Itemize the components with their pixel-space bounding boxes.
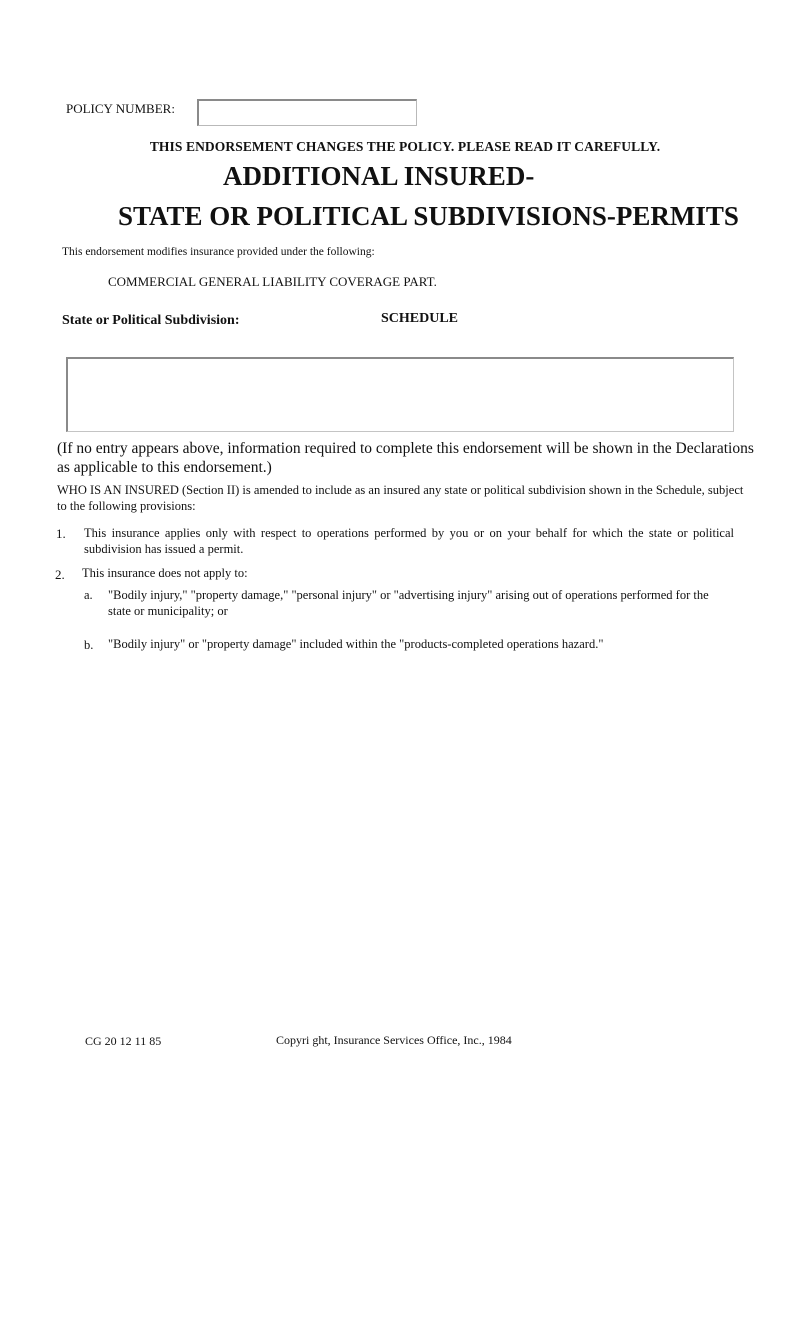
policy-number-field[interactable] (197, 99, 417, 126)
coverage-part: COMMERCIAL GENERAL LIABILITY COVERAGE PART. (108, 274, 437, 289)
document-title-line1: ADDITIONAL INSURED- (223, 161, 535, 191)
schedule-entry-field[interactable] (66, 357, 734, 432)
provision-2-text: This insurance does not apply to: (82, 566, 248, 580)
exclusion-b-letter: b. (84, 638, 94, 652)
no-entry-notice: (If no entry appears above, information required to complete this endorsement will be shown in the Declarations as applicable to this endorsement.) (57, 440, 754, 476)
exclusion-a-text: "Bodily injury," "property damage," "personal injury" or "advertising injury" arising out of operations performed for the state or municipality; or (108, 588, 709, 618)
provision-1-text: This insurance applies only with respect to operations performed by you or on your behalf for which the state or political subdivision has issued a permit. (84, 526, 734, 556)
who-is-insured-paragraph: WHO IS AN INSURED (Section II) is amended to include as an insured any state or political subdivision shown in the Schedule, subject to the following provisions: (57, 483, 744, 513)
modifies-statement: This endorsement modifies insurance provided under the following: (62, 246, 375, 258)
exclusion-b-text: "Bodily injury" or "property damage" included within the "products-completed operations hazard." (108, 637, 604, 651)
provision-2-number: 2. (55, 567, 65, 582)
endorsement-notice: THIS ENDORSEMENT CHANGES THE POLICY. PLEASE READ IT CAREFULLY. (149, 139, 661, 154)
document-title-line2: STATE OR POLITICAL SUBDIVISIONS-PERMITS (118, 201, 739, 231)
state-subdivision-label: State or Political Subdivision: (62, 313, 240, 328)
policy-number-label: POLICY NUMBER: (66, 101, 175, 116)
provision-1-number: 1. (56, 526, 66, 541)
schedule-heading: SCHEDULE (381, 311, 459, 326)
copyright-notice: Copyri ght, Insurance Services Office, Inc., 1984 (276, 1033, 512, 1047)
exclusion-a-letter: a. (84, 588, 93, 602)
form-identifier: CG 20 12 11 85 (85, 1034, 162, 1048)
